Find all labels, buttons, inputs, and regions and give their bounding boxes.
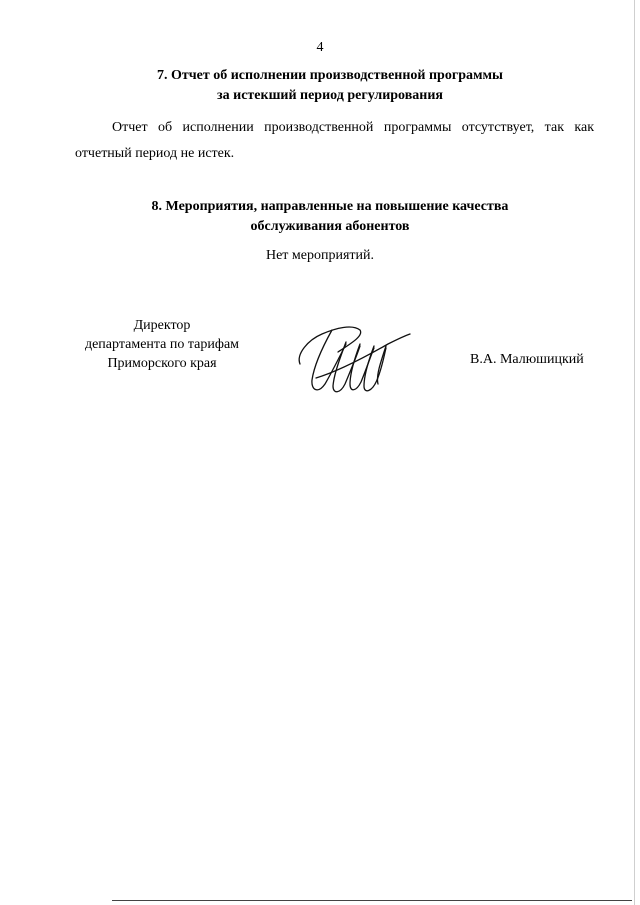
handwritten-signature [292,318,418,396]
page-number: 4 [316,40,324,55]
scan-edge-line [112,900,632,901]
section-8-title-line-1: 8. Мероприятия, направленные на повышение качества [151,199,509,214]
scan-right-edge [634,0,635,905]
section-7-text-line-1: Отчет об исполнении производственной программы отсутствует, так как [112,120,594,135]
section-7-text-line-2: отчетный период не истек. [75,146,235,161]
signer-title-line-1: Директор [133,318,191,333]
section-8-text: Нет мероприятий. [265,248,375,263]
section-7-title-line-2: за истекший период регулирования [217,88,443,103]
section-8-title-line-2: обслуживания абонентов [250,219,410,234]
signer-title-line-2: департамента по тарифам [84,337,240,352]
signer-title [62,316,262,373]
signer-title-line-3: Приморского края [107,356,217,371]
section-7-heading [80,66,580,106]
section-8-heading [80,197,580,237]
section-7-title-line-1: 7. Отчет об исполнении производственной программы [156,68,503,83]
signer-name: В.А. Малюшицкий [470,352,584,367]
